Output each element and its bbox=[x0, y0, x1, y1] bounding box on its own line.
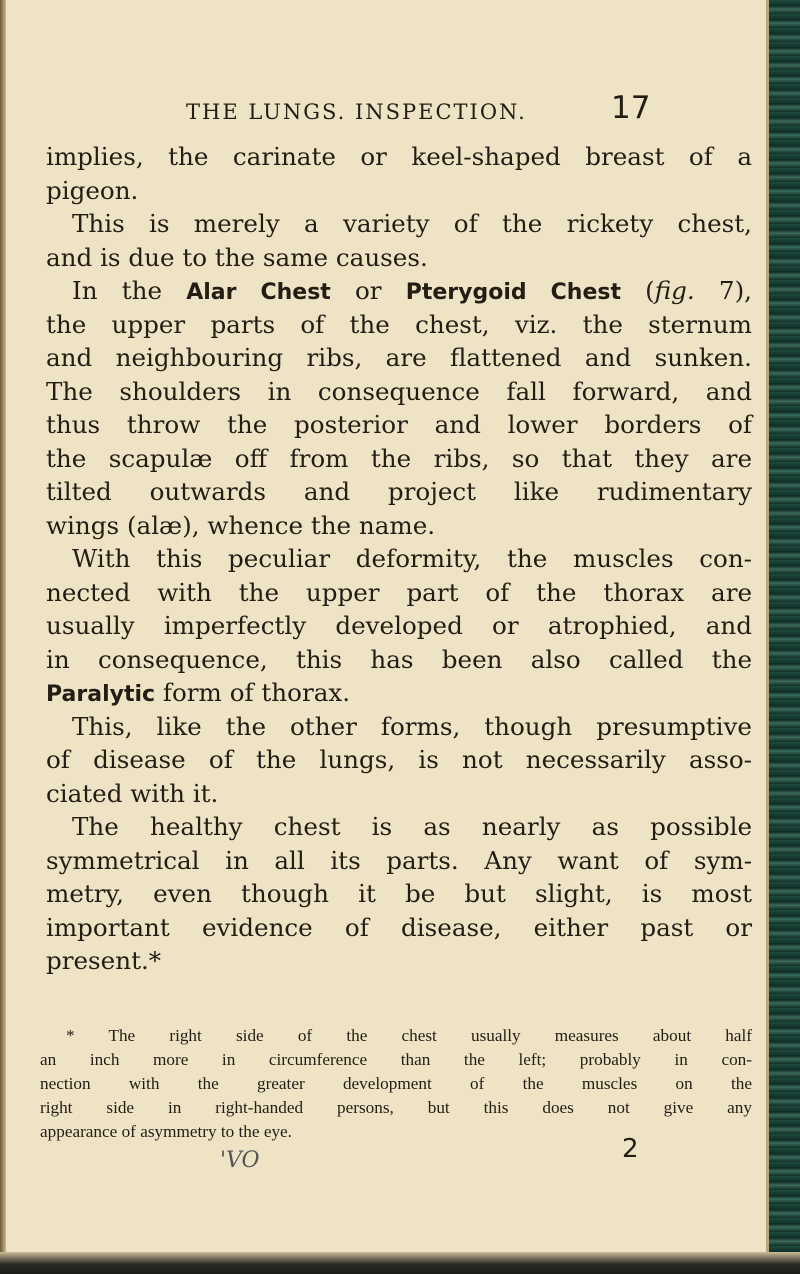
text-line: present.* bbox=[46, 946, 162, 975]
running-head: THE LUNGS. INSPECTION. bbox=[186, 100, 527, 124]
term-alar-chest: Alar Chest bbox=[186, 280, 331, 305]
text-line: This is merely a variety of the rickety chest, bbox=[72, 209, 752, 238]
text-line: metry, even though it be but slight, is most bbox=[46, 879, 752, 908]
text-line: and is due to the same causes. bbox=[46, 242, 428, 272]
signature-number: 2 bbox=[622, 1134, 639, 1164]
text-line: pigeon. bbox=[46, 175, 139, 205]
page-number: 17 bbox=[611, 90, 651, 126]
text-line-alar-chest bbox=[46, 274, 752, 308]
term-paralytic: Paralytic bbox=[46, 682, 156, 707]
text-line: nected with the upper part of the thorax are bbox=[46, 577, 752, 607]
text-line: thus throw the posterior and lower borders of bbox=[46, 410, 752, 439]
footnote-line: * The right side of the chest usually measures about half bbox=[66, 1026, 752, 1045]
text-span: or bbox=[354, 276, 382, 305]
term-pterygoid-chest: Pterygoid Chest bbox=[405, 280, 621, 305]
footnote-line: appearance of asymmetry to the eye. bbox=[40, 1122, 292, 1141]
text-line: symmetrical in all its parts. Any want of sym- bbox=[46, 845, 752, 875]
text-line: of disease of the lungs, is not necessarily asso- bbox=[46, 745, 752, 774]
text-line: ciated with it. bbox=[46, 778, 219, 808]
text-line: usually imperfectly developed or atrophied, and bbox=[46, 611, 752, 640]
body-text bbox=[46, 140, 752, 978]
text-line: implies, the carinate or keel-shaped breast of a bbox=[46, 142, 752, 171]
text-line: tilted outwards and project like rudimentary bbox=[46, 477, 752, 506]
book-binding-edge bbox=[766, 0, 800, 1274]
text-span: 7), bbox=[718, 276, 752, 305]
text-line: important evidence of disease, either past or bbox=[46, 912, 752, 942]
page-bottom-edge bbox=[0, 1252, 800, 1274]
text-line: With this peculiar deformity, the muscles con- bbox=[72, 544, 752, 573]
text-line: This, like the other forms, though presumptive bbox=[72, 711, 752, 741]
text-line: the scapulæ off from the ribs, so that they are bbox=[46, 443, 752, 473]
text-line: the upper parts of the chest, viz. the sternum bbox=[46, 309, 752, 339]
footnote-line: nection with the greater development of the muscles on the bbox=[40, 1074, 752, 1093]
text-span: form of thorax. bbox=[162, 678, 351, 707]
text-span: In the bbox=[72, 276, 163, 305]
footnote-line: an inch more in circumference than the left; probably in con- bbox=[40, 1050, 752, 1069]
text-span: ( bbox=[645, 276, 655, 305]
page-left-edge bbox=[0, 0, 6, 1274]
fig-reference: fig. bbox=[654, 276, 695, 305]
text-line: and neighbouring ribs, are flattened and sunken. bbox=[46, 343, 752, 372]
text-line-paralytic bbox=[46, 676, 752, 710]
text-line: The healthy chest is as nearly as possible bbox=[72, 812, 752, 841]
text-line: in consequence, this has been also called the bbox=[46, 644, 752, 674]
footnote bbox=[40, 1024, 752, 1144]
text-line: The shoulders in consequence fall forward, and bbox=[46, 376, 752, 406]
signature-mark: 'VO bbox=[220, 1148, 260, 1173]
text-line: wings (alæ), whence the name. bbox=[46, 510, 436, 540]
footnote-line: right side in right-handed persons, but this does not give any bbox=[40, 1098, 752, 1117]
